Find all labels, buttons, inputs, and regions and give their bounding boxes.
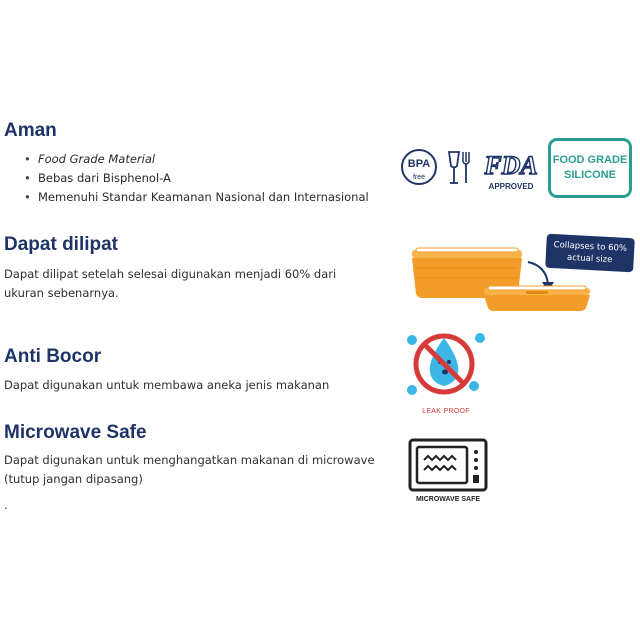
section-title-aman: Aman [4, 120, 57, 141]
list-item: • Bebas dari Bisphenol-A [24, 169, 369, 188]
svg-text:APPROVED: APPROVED [488, 182, 534, 191]
callout-line: Collapses to 60% [553, 240, 628, 254]
aman-bullet-list [24, 150, 369, 207]
fda-logo [484, 148, 538, 192]
section-title-dapat-dilipat: Dapat dilipat [4, 234, 119, 255]
svg-text:free: free [412, 174, 426, 181]
badge-line: SILICONE [564, 169, 616, 181]
bpa-free-icon [400, 146, 438, 188]
svg-text:FDA: FDA [484, 151, 538, 180]
section-title-microwave: Microwave Safe [4, 422, 147, 443]
leak-proof-icon [404, 328, 488, 404]
badge-line: FOOD GRADE [552, 154, 628, 166]
glass-fork-icon [447, 150, 473, 186]
list-item: • Food Grade Material [24, 150, 369, 169]
food-grade-silicone-badge [548, 138, 632, 198]
section-text-anti-bocor: Dapat digunakan untuk membawa aneka jenis makanan [4, 378, 330, 392]
section-title-anti-bocor: Anti Bocor [4, 346, 102, 367]
callout-line: actual size [566, 252, 613, 266]
leak-proof-caption: LEAK PROOF [422, 408, 470, 415]
list-item: • Memenuhi Standar Keamanan Nasional dan Internasional [24, 188, 369, 207]
svg-text:BPA: BPA [407, 158, 431, 170]
trailing-dot: . [4, 498, 8, 512]
microwave-safe-caption: MICROWAVE SAFE [415, 496, 481, 503]
section-text-dapat-dilipat: Dapat dilipat setelah selesai digunakan menjadi 60% dari ukuran sebenarnya. [4, 267, 337, 300]
microwave-icon [408, 438, 488, 492]
section-text-microwave: Dapat digunakan untuk menghangatkan makanan di microwave (tutup jangan dipasang) [4, 453, 375, 486]
collapse-callout [545, 234, 635, 273]
